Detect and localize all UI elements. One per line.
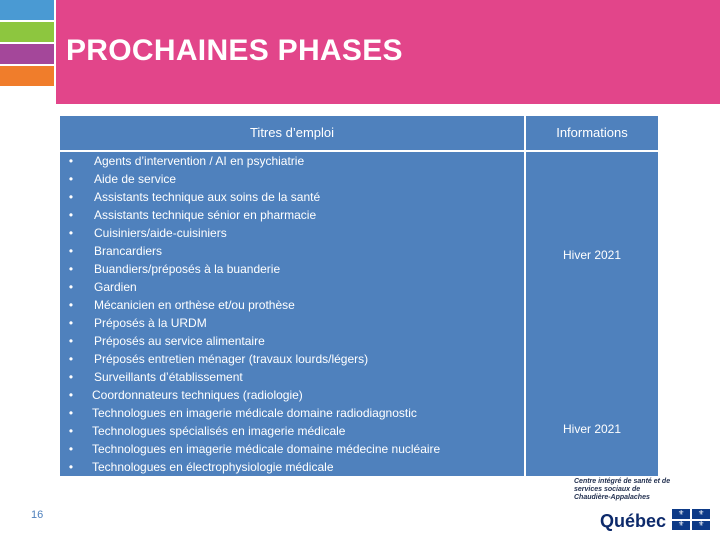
bullet-icon: • — [68, 334, 74, 348]
fleur-de-lis-icon: ⚜ — [678, 521, 685, 528]
bullet-icon: • — [68, 190, 74, 204]
list-item — [60, 224, 524, 242]
job-title-text: Surveillants d’établissement — [94, 370, 243, 384]
job-title-text: Buandiers/préposés à la buanderie — [94, 262, 281, 276]
bullet-icon: • — [68, 388, 74, 402]
job-title-text: Agents d’intervention / AI en psychiatrie — [94, 154, 305, 168]
job-title-text: Aide de service — [94, 172, 177, 186]
bullet-icon: • — [68, 406, 74, 420]
job-title-text: Cuisiniers/aide-cuisiniers — [94, 226, 227, 240]
quebec-logo — [574, 478, 714, 534]
bullet-icon: • — [68, 172, 74, 186]
slide-title: PROCHAINES PHASES — [66, 34, 403, 67]
header-job-titles: Titres d’emploi — [60, 116, 524, 150]
list-item — [60, 332, 524, 350]
logo-wordmark: Québec — [600, 511, 667, 531]
stripe-orange — [0, 66, 54, 86]
bullet-icon: • — [68, 280, 74, 294]
bullet-icon: • — [68, 424, 74, 438]
list-item — [60, 404, 524, 422]
list-item — [60, 260, 524, 278]
list-item — [60, 296, 524, 314]
info-group-2: Hiver 2021 — [562, 422, 622, 436]
title-band — [56, 0, 720, 104]
bullet-icon: • — [68, 262, 74, 276]
job-title-text: Assistants technique sénior en pharmacie — [94, 208, 317, 222]
list-item — [60, 242, 524, 260]
job-title-text: Préposés entretien ménager (travaux lourds/légers) — [94, 352, 369, 366]
list-item — [60, 422, 524, 440]
bullet-icon: • — [68, 442, 74, 456]
list-item — [60, 170, 524, 188]
job-title-text: Coordonnateurs techniques (radiologie) — [92, 388, 303, 402]
page-number: 16 — [31, 509, 44, 521]
bullet-icon: • — [68, 154, 74, 168]
stripe-purple — [0, 44, 54, 64]
job-title-text: Préposés au service alimentaire — [94, 334, 265, 348]
list-item — [60, 368, 524, 386]
list-item — [60, 350, 524, 368]
fleur-de-lis-icon: ⚜ — [678, 510, 685, 517]
job-title-text: Technologues en imagerie médicale domaine médecine nucléaire — [92, 442, 441, 456]
bullet-icon: • — [68, 370, 74, 384]
phases-table — [60, 116, 658, 476]
bullet-icon: • — [68, 460, 74, 474]
bullet-icon: • — [68, 352, 74, 366]
list-item — [60, 440, 524, 458]
list-item — [60, 188, 524, 206]
list-item — [60, 206, 524, 224]
list-item — [60, 386, 524, 404]
list-item — [60, 278, 524, 296]
header-informations: Informations — [526, 116, 658, 150]
job-title-text: Mécanicien en orthèse et/ou prothèse — [94, 298, 295, 312]
list-item — [60, 152, 524, 170]
bullet-icon: • — [68, 226, 74, 240]
bullet-icon: • — [68, 244, 74, 258]
quebec-flag-icon — [672, 509, 710, 530]
job-title-text: Préposés à la URDM — [94, 316, 207, 330]
job-title-text: Technologues spécialisés en imagerie médicale — [92, 424, 346, 438]
fleur-de-lis-icon: ⚜ — [698, 510, 705, 517]
logo-caption: Centre intégré de santé et de services sociaux de Chaudière-Appalaches — [574, 478, 671, 501]
stripe-green — [0, 22, 54, 42]
job-title-text: Technologues en imagerie médicale domaine radiodiagnostic — [92, 406, 417, 420]
fleur-de-lis-icon: ⚜ — [698, 521, 705, 528]
bullet-icon: • — [68, 298, 74, 312]
list-item — [60, 458, 524, 476]
stripe-blue — [0, 0, 54, 20]
bullet-icon: • — [68, 316, 74, 330]
job-title-list — [60, 152, 524, 476]
bullet-icon: • — [68, 208, 74, 222]
job-title-text: Assistants technique aux soins de la santé — [94, 190, 321, 204]
job-title-text: Gardien — [94, 280, 137, 294]
list-item — [60, 314, 524, 332]
job-title-text: Brancardiers — [94, 244, 163, 258]
info-group-1: Hiver 2021 — [562, 248, 622, 262]
job-title-text: Technologues en électrophysiologie médicale — [92, 460, 334, 474]
